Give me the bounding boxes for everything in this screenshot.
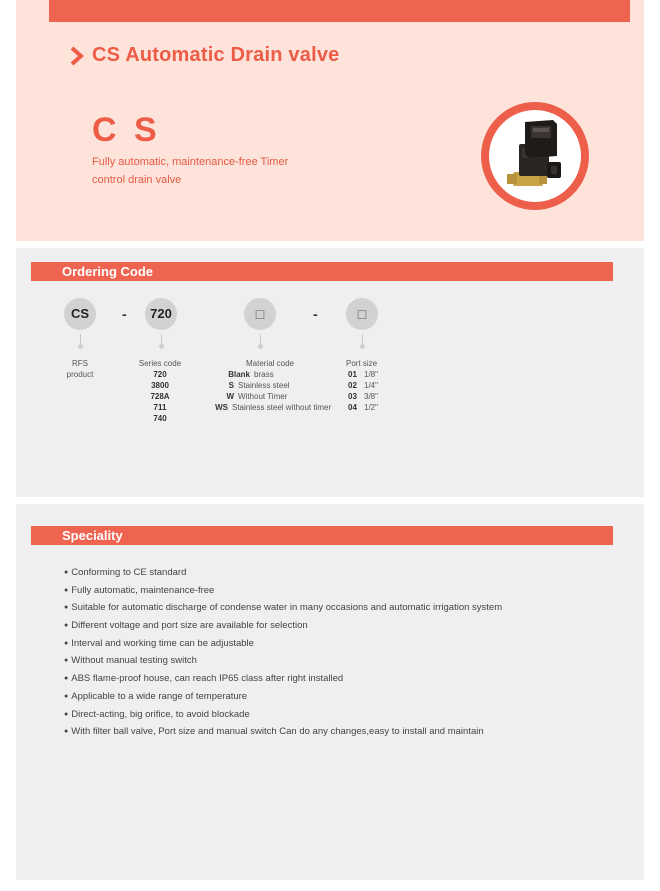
connector-line (161, 334, 162, 346)
code-circle-port: □ (346, 298, 378, 330)
code-circle-material: □ (244, 298, 276, 330)
page-title: CS Automatic Drain valve (92, 44, 340, 66)
port-code: 04 (348, 403, 357, 412)
list-item: ● ABS flame-proof house, can reach IP65 class after right installed (64, 670, 502, 688)
port-code: 01 (348, 370, 357, 379)
code-dash: - (313, 306, 318, 322)
list-item: ● Direct-acting, big orifice, to avoid blockade (64, 706, 502, 724)
series-code: 728A (150, 392, 170, 401)
list-item: ● Fully automatic, maintenance-free (64, 582, 502, 600)
drain-valve-product-image (489, 110, 581, 202)
list-item: ● Suitable for automatic discharge of condense water in many occasions and automatic irrigation system (64, 599, 502, 617)
code-dash: - (122, 306, 127, 322)
port-code: 03 (348, 392, 357, 401)
series-code: 720 (153, 370, 167, 379)
material-label: brass (254, 370, 274, 379)
rfs-sub: product (66, 370, 94, 379)
list-item: ● Without manual testing switch (64, 652, 502, 670)
material-label: Without Timer (238, 392, 288, 401)
connector-line (260, 334, 261, 346)
series-code: 740 (153, 414, 167, 423)
product-description: Fully automatic, maintenance-free Timer control drain valve (92, 156, 289, 186)
material-code: S (228, 381, 234, 390)
port-label: 3/8" (364, 392, 378, 401)
list-item: ● Applicable to a wide range of temperature (64, 688, 502, 706)
material-code: W (226, 392, 234, 401)
port-label: 1/2" (364, 403, 378, 412)
rfs-column (54, 358, 106, 380)
port-label: 1/4" (364, 381, 378, 390)
material-code: WS (215, 403, 228, 412)
model-name: C S (92, 111, 161, 149)
port-title: Port size (346, 359, 378, 368)
rfs-title: RFS (72, 359, 88, 368)
material-title: Material code (245, 359, 295, 368)
series-code: 3800 (151, 381, 169, 390)
list-item: ● With filter ball valve, Port size and manual switch Can do any changes,easy to install and maintain (64, 723, 502, 741)
material-code: Blank (228, 370, 250, 379)
code-circle-cs: CS (64, 298, 96, 330)
list-item: ● Conforming to CE standard (64, 564, 502, 582)
ordering-code-panel (16, 248, 644, 497)
code-circle-series: 720 (145, 298, 177, 330)
ordering-code-title: Ordering Code (62, 264, 154, 279)
speciality-title: Speciality (62, 528, 123, 543)
product-photo (481, 102, 589, 210)
port-column (346, 358, 406, 413)
port-code: 02 (348, 381, 357, 390)
series-title: Series code (138, 359, 182, 368)
top-accent-bar (49, 0, 630, 22)
material-label: Stainless steel (238, 381, 290, 390)
series-code: 711 (153, 403, 167, 412)
connector-line (80, 334, 81, 346)
material-column (196, 358, 336, 413)
speciality-list (64, 564, 502, 741)
series-column (130, 358, 190, 424)
page-title-row (68, 44, 339, 67)
speciality-header (31, 526, 613, 545)
list-item: ● Different voltage and port size are available for selection (64, 617, 502, 635)
list-item: ● Interval and working time can be adjustable (64, 635, 502, 653)
speciality-panel (16, 504, 644, 880)
chevron-right-icon (68, 45, 86, 67)
ordering-code-header (31, 262, 613, 281)
port-label: 1/8" (364, 370, 378, 379)
material-label: Stainless steel without timer (232, 403, 332, 412)
connector-line (362, 334, 363, 346)
